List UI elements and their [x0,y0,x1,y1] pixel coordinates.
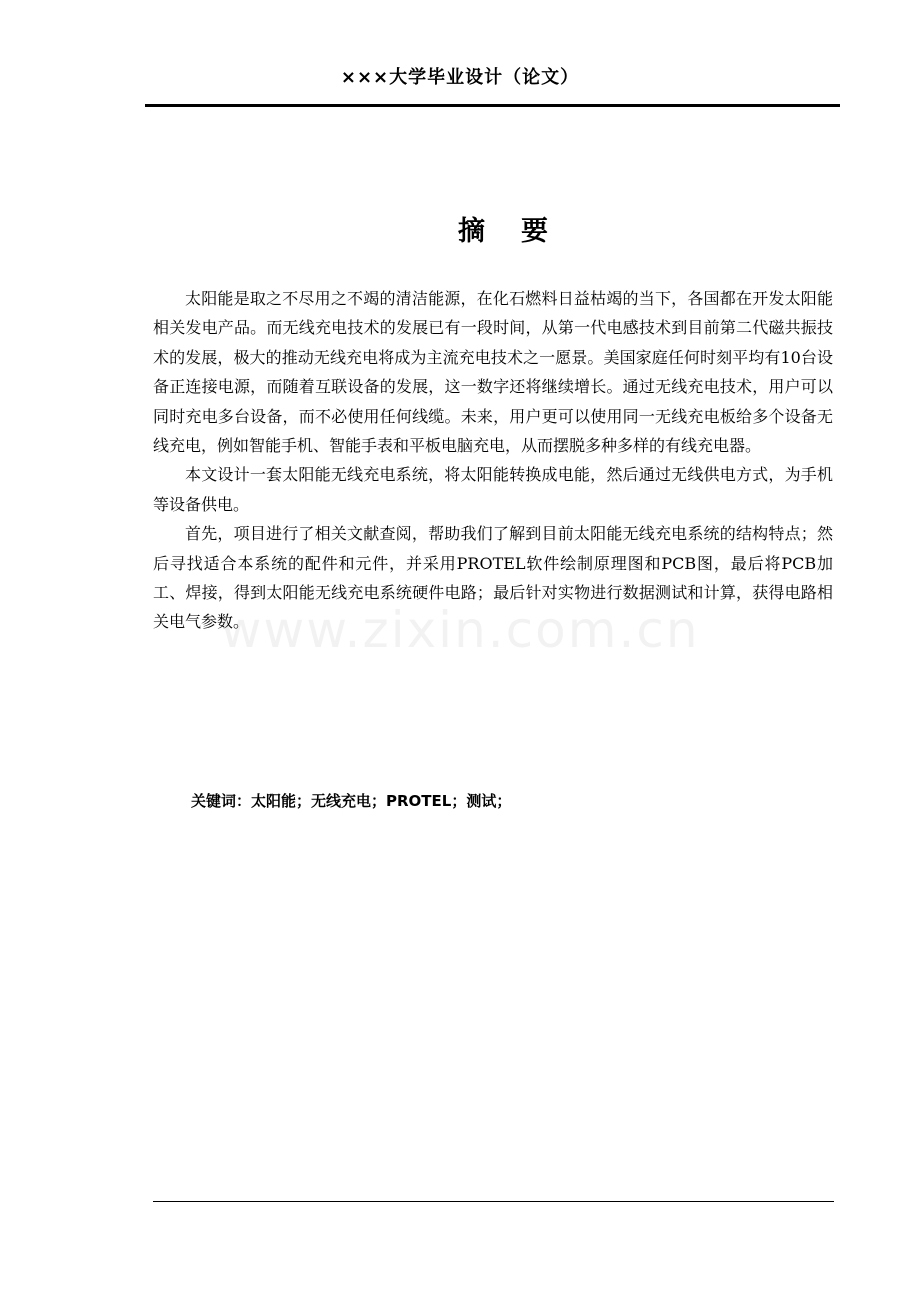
abstract-paragraph-2: 本文设计一套太阳能无线充电系统，将太阳能转换成电能，然后通过无线供电方式，为手机等设备供电。 [153,465,833,514]
abstract-title: 摘要 [458,216,584,247]
watermark: www.zixin.com.cn [220,601,700,659]
page-header-title: ×××大学毕业设计（论文） [340,67,580,88]
abstract-paragraph-3: 首先，项目进行了相关文献查阅，帮助我们了解到目前太阳能无线充电系统的结构特点；然后寻找适合本系统的配件和元件，并采用PROTEL软件绘制原理图和PCB图，最后将PCB加工、焊接，得到太阳能无线充电系统硬件电路；最后针对实物进行数据测试和计算，获得电路相关电气参数。 [153,524,833,632]
abstract-body [153,284,833,637]
header-divider [145,104,840,107]
abstract-paragraph-1: 太阳能是取之不尽用之不竭的清洁能源，在化石燃料日益枯竭的当下，各国都在开发太阳能相关发电产品。而无线充电技术的发展已有一段时间，从第一代电感技术到目前第二代磁共振技术的发展，极大的推动无线充电将成为主流充电技术之一愿景。美国家庭任何时刻平均有10台设备正连接电源，而随着互联设备的发展，这一数字还将继续增长。通过无线充电技术，用户可以同时充电多台设备，而不必使用任何线缆。未来，用户更可以使用同一无线充电板给多个设备无线充电，例如智能手机、智能手表和平板电脑充电，从而摆脱多种多样的有线充电器。 [153,289,833,456]
keywords-line: 关键词：太阳能；无线充电；PROTEL；测试； [191,792,512,810]
footer-divider [153,1201,834,1202]
